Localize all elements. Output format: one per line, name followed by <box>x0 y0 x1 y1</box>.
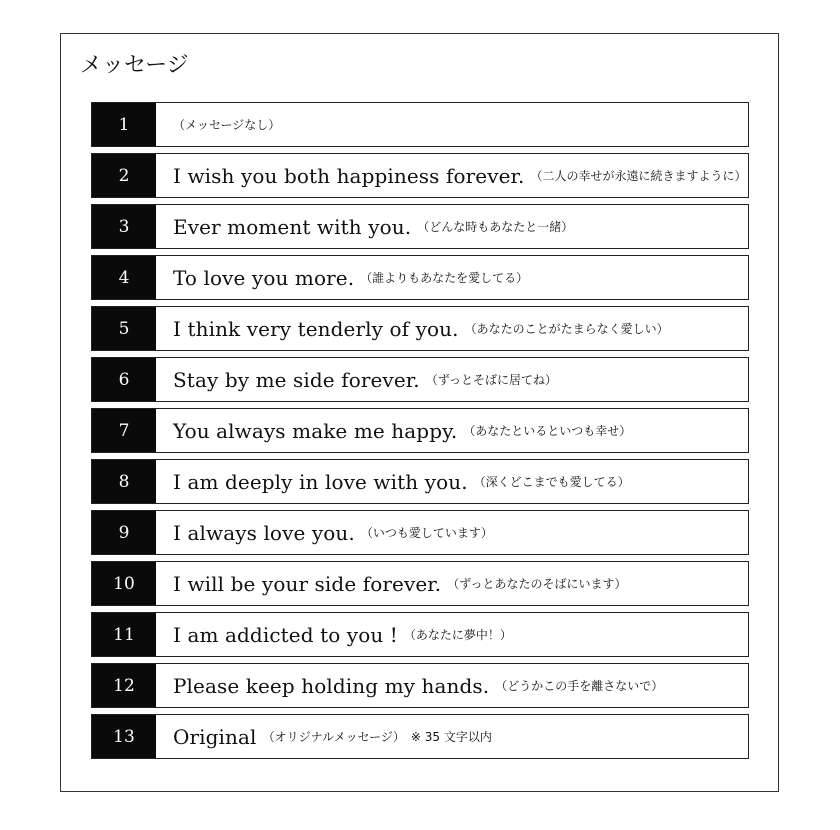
message-option-9[interactable] <box>91 510 749 555</box>
option-text <box>156 613 748 656</box>
option-japanese: （誰よりもあなたを愛してる） <box>360 271 529 285</box>
option-english: Please keep holding my hands. <box>173 673 490 698</box>
message-option-4[interactable] <box>91 255 749 300</box>
option-text <box>156 358 748 401</box>
option-english: Stay by me side forever. <box>173 367 420 392</box>
message-option-5[interactable] <box>91 306 749 351</box>
option-number: 3 <box>92 205 156 248</box>
option-number: 8 <box>92 460 156 503</box>
option-text <box>156 205 748 248</box>
option-number: 1 <box>92 103 156 146</box>
option-text <box>156 664 748 707</box>
option-english: I always love you. <box>173 520 355 545</box>
message-option-1[interactable] <box>91 102 749 147</box>
message-option-6[interactable] <box>91 357 749 402</box>
option-number: 13 <box>92 715 156 758</box>
option-text <box>156 460 748 503</box>
option-number: 9 <box>92 511 156 554</box>
option-number: 4 <box>92 256 156 299</box>
option-text <box>156 154 748 197</box>
message-option-8[interactable] <box>91 459 749 504</box>
option-japanese: （メッセージなし） <box>173 118 281 132</box>
message-option-12[interactable] <box>91 663 749 708</box>
option-japanese: （あなたのことがたまらなく愛しい） <box>464 322 669 336</box>
option-text <box>156 256 748 299</box>
option-number: 6 <box>92 358 156 401</box>
option-japanese: （ずっとあなたのそばにいます） <box>447 577 627 591</box>
option-english: I think very tenderly of you. <box>173 316 459 341</box>
option-japanese: （あなたといるといつも幸せ） <box>463 424 632 438</box>
character-limit-note: ※ 35 文字以内 <box>410 730 492 744</box>
message-option-7[interactable] <box>91 408 749 453</box>
option-japanese: （オリジナルメッセージ） <box>262 730 405 744</box>
option-japanese: （あなたに夢中！） <box>403 628 512 642</box>
option-text <box>156 715 748 758</box>
option-japanese: （どうかこの手を離さないで） <box>495 679 664 693</box>
message-option-13[interactable] <box>91 714 749 759</box>
option-english: I will be your side forever. <box>173 571 442 596</box>
section-heading: メッセージ <box>80 53 189 78</box>
option-japanese: （いつも愛しています） <box>360 526 493 540</box>
option-japanese: （ずっとそばに居てね） <box>425 373 557 387</box>
option-number: 12 <box>92 664 156 707</box>
option-text <box>156 103 748 146</box>
option-text <box>156 409 748 452</box>
option-english: I am deeply in love with you. <box>173 469 468 494</box>
message-option-2[interactable] <box>91 153 749 198</box>
option-number: 2 <box>92 154 156 197</box>
option-english: To love you more. <box>173 265 355 290</box>
option-number: 5 <box>92 307 156 350</box>
option-number: 11 <box>92 613 156 656</box>
option-number: 10 <box>92 562 156 605</box>
option-japanese: （深くどこまでも愛してる） <box>473 475 630 489</box>
option-japanese: （どんな時もあなたと一緒） <box>417 220 574 234</box>
message-option-list <box>91 102 749 765</box>
message-option-11[interactable] <box>91 612 749 657</box>
option-english: Original <box>173 724 257 749</box>
option-text <box>156 562 748 605</box>
option-english: I am addicted to you ! <box>173 622 398 647</box>
option-japanese: （二人の幸せが永遠に続きますように） <box>530 169 747 183</box>
message-option-3[interactable] <box>91 204 749 249</box>
option-text <box>156 511 748 554</box>
option-english: You always make me happy. <box>173 418 458 443</box>
option-text <box>156 307 748 350</box>
option-english: I wish you both happiness forever. <box>173 163 525 188</box>
option-number: 7 <box>92 409 156 452</box>
message-option-10[interactable] <box>91 561 749 606</box>
option-english: Ever moment with you. <box>173 214 412 239</box>
